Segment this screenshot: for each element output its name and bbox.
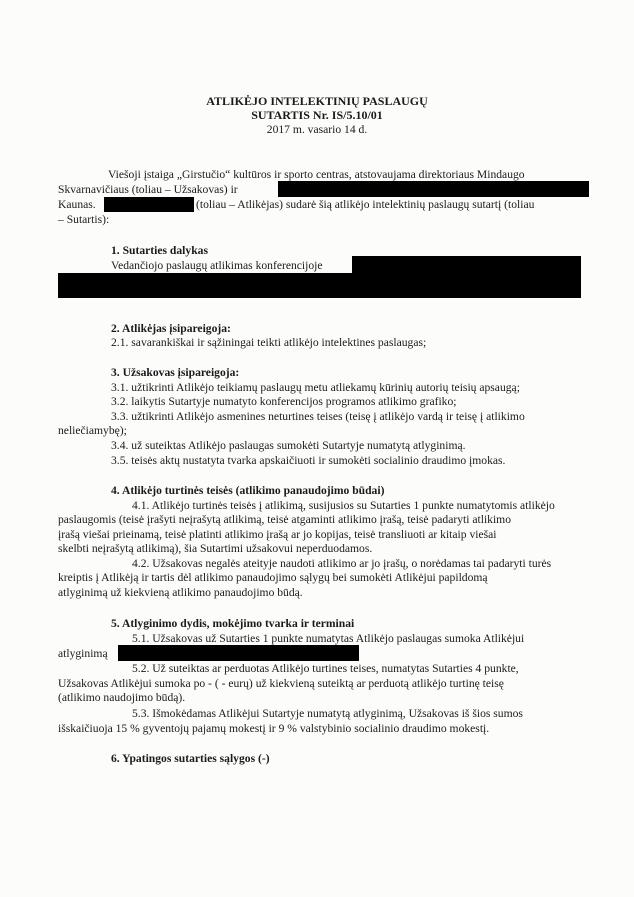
section-5-para-1-line: atlyginimą: [58, 647, 108, 660]
section-4-para-2-line: 4.2. Užsakovas negalės ateityje naudoti atlikimo ar jo įrašų, o norėdamas tai padaryti turės: [132, 557, 552, 570]
section-3-item-3-cont: neliečiamybę);: [58, 424, 127, 437]
section-1-line: Vedančiojo paslaugų atlikimas konferencijoje: [111, 259, 323, 272]
section-5-para-3-line: 5.3. Išmokėdamas Atlikėjui Sutartyje numatytą atlyginimą, Užsakovas iš šios sumos: [132, 707, 523, 720]
redaction-box: [278, 181, 589, 197]
section-4-para-1-line: paslaugomis (teisė įrašyti neįrašytą atlikimą, teisė atgaminti atlikimo įrašą, teisė padaryti atlikimo: [58, 513, 511, 526]
contract-number: SUTARTIS Nr. IS/5.10/01: [251, 108, 383, 122]
redaction-box: [118, 645, 359, 661]
section-3-item-5: 3.5. teisės aktų nustatyta tvarka apskaičiuoti ir sumokėti socialinio draudimo įmokas.: [111, 454, 506, 467]
section-2-heading: 2. Atlikėjas įsipareigoja:: [111, 322, 231, 335]
section-4-para-1-line: įrašą viešai prieinamą, teisė platinti atlikimo įrašą ar jo kopijas, teisė transliuoti ar kitaip viešai: [58, 528, 497, 541]
intro-line-3a: Kaunas.: [58, 198, 96, 211]
section-5-para-2-line: 5.2. Už suteiktas ar perduotas Atlikėjo turtines teises, numatytas Sutarties 4 punkte,: [132, 662, 519, 675]
section-4-para-2-line: atlyginimą už kiekvieną atlikimo panaudojimo būdą.: [58, 586, 303, 599]
section-6-heading: 6. Ypatingos sutarties sąlygos (-): [111, 752, 270, 765]
section-3-item-2: 3.2. laikytis Sutartyje numatyto konferencijos programos atlikimo grafiko;: [111, 395, 457, 408]
section-5-para-3-line: išskaičiuoja 15 % gyventojų pajamų mokestį ir 9 % valstybinio socialinio draudimo mokestį.: [58, 722, 490, 735]
section-3-item-1: 3.1. užtikrinti Atlikėjo teikiamų paslaugų metu atliekamų kūrinių autorių teisių apsaugą;: [111, 381, 520, 394]
intro-line-3b: (toliau – Atlikėjas) sudarė šią atlikėjo intelektinių paslaugų sutartį (toliau: [196, 198, 535, 211]
section-4-heading: 4. Atlikėjo turtinės teisės (atlikimo panaudojimo būdai): [111, 484, 385, 497]
redaction-box: [352, 256, 581, 273]
section-5-para-1-line: 5.1. Užsakovas už Sutarties 1 punkte numatytas Atlikėjo paslaugas sumoka Atlikėjui: [132, 632, 525, 645]
section-3-item-4: 3.4. už suteiktas Atlikėjo paslaugas sumokėti Sutartyje numatytą atlyginimą.: [111, 439, 466, 452]
section-2-item-1: 2.1. savarankiškai ir sąžiningai teikti atlikėjo intelektines paslaugas;: [111, 336, 427, 349]
redaction-box: [58, 273, 581, 298]
section-5-para-2-line: (atlikimo naudojimo būdą).: [58, 691, 186, 704]
intro-line-4: – Sutartis):: [58, 213, 110, 226]
section-5-para-2-line: Užsakovas Atlikėjui sumoka po - ( - eurų) už kiekvieną suteiktą ar perduotą atlikėjo turtinę teisę: [58, 677, 504, 690]
contract-date: 2017 m. vasario 14 d.: [266, 123, 368, 136]
section-4-para-1-line: skelbti neįrašytą atlikimą), šia Sutartimi užsakovui neperduodamos.: [58, 542, 373, 555]
section-4-para-2-line: kreiptis į Atlikėją ir tartis dėl atlikimo panaudojimo sąlygų bei sumokėti Atlikėjui papildomą: [58, 571, 488, 584]
section-1-heading: 1. Sutarties dalykas: [111, 244, 208, 257]
section-4-para-1-line: 4.1. Atlikėjo turtinės teisės į atlikimą, susijusios su Sutarties 1 punkte numatytomis atlikėjo: [132, 499, 555, 512]
redaction-box: [104, 197, 194, 212]
section-5-heading: 5. Atlyginimo dydis, mokėjimo tvarka ir terminai: [111, 617, 355, 630]
section-3-item-3: 3.3. užtikrinti Atlikėjo asmenines neturtines teises (teisę į atlikėjo vardą ir teisę į atlikimo: [111, 410, 525, 423]
intro-line-1: Viešoji įstaiga „Girstučio“ kultūros ir sporto centras, atstovaujama direktoriaus Mindaugo: [108, 168, 525, 181]
section-3-heading: 3. Užsakovas įsipareigoja:: [111, 366, 240, 379]
document-title: ATLIKĖJO INTELEKTINIŲ PASLAUGŲ: [206, 94, 428, 108]
intro-line-2: Skvarnavičiaus (toliau – Užsakovas) ir: [58, 183, 238, 196]
